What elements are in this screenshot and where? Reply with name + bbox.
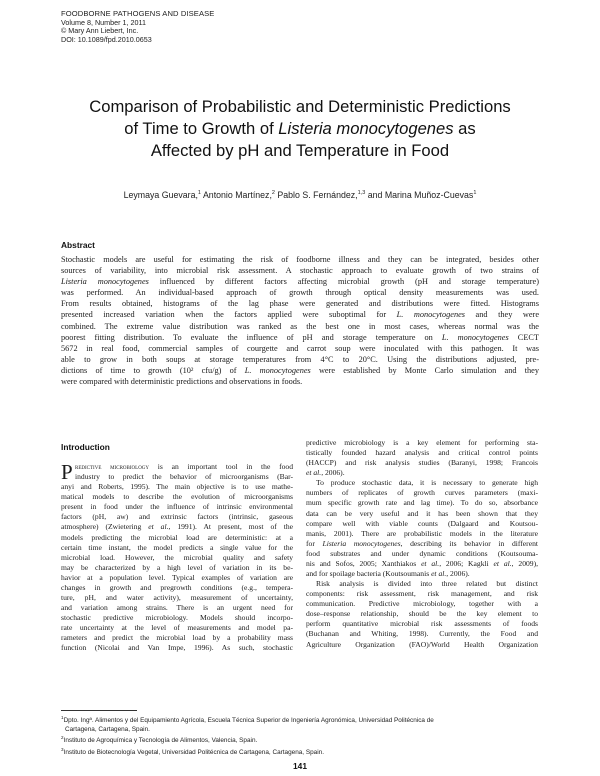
- body-text: et al.: [431, 569, 447, 579]
- body-line: (HACCP) and risk analysis studies (Baranyi, 1998; Francois: [306, 458, 538, 468]
- abstract-line: were compared with deterministic predictions and observations in foods.: [61, 377, 303, 387]
- affiliation-footnotes: [61, 714, 539, 757]
- abstract-line: was performed. An individual-based approach of growth through optical density measurements was used.: [61, 288, 539, 298]
- journal-name: FOODBORNE PATHOGENS AND DISEASE: [61, 9, 215, 18]
- body-line: and variation among strains. There is an urgent need for: [61, 603, 293, 613]
- body-line: stochastic predictive microbiology. Models should incorpo-: [61, 613, 293, 623]
- body-line: mum specific growth rate and lag time). To do so, absorbance: [306, 498, 538, 508]
- abstract-text: CECT: [508, 332, 539, 342]
- body-text: atmosphere) (Zwietering: [61, 522, 149, 532]
- body-line: rameters and predict the microbial load by a probability mass: [61, 633, 293, 643]
- author-name: Pablo S. Fernández,: [274, 190, 358, 200]
- body-line: certain time instant, the model predicts a single value for the: [61, 542, 293, 552]
- title-species: Listeria monocytogenes: [278, 119, 454, 138]
- abstract-text: influenced by different factors affecting microbial growth (pH and storage temperature): [148, 277, 539, 287]
- body-text: for: [306, 538, 323, 548]
- body-text: et al.: [493, 558, 512, 568]
- body-line: components: risk assessment, risk management, and risk: [306, 589, 538, 599]
- title-text: as: [453, 119, 476, 138]
- body-line: tistically founded hazard analysis and critical control points: [306, 448, 538, 458]
- author-affiliation: 1,3: [357, 190, 366, 196]
- title-line-2: [40, 118, 560, 140]
- abstract-line: From results obtained, histograms of the lag phase were generated and distributions were fitted. Histograms: [61, 299, 539, 309]
- body-text: et al.: [306, 468, 322, 478]
- abstract-line: combined. The extreme value distribution was ranked as the best one in most cases, whereas normal was the: [61, 321, 539, 331]
- abstract-line: able to grow in both soups at storage temperatures from 4°C to 20°C. Using the distributions adjusted, pre-: [61, 354, 539, 364]
- body-line: present in food under the influence of intrinsic environmental: [61, 502, 293, 512]
- species-name: L. monocytogenes: [441, 332, 509, 342]
- footnote-text: Instituto de Biotecnología Vegetal, Universidad Politécnica de Cartagena, Cartagena, Spain.: [63, 748, 324, 756]
- body-line: Risk analysis is divided into three related but distinct: [316, 579, 538, 589]
- abstract-line: [61, 332, 539, 343]
- body-line: [306, 559, 538, 569]
- body-text: nis and Sofos, 2005; Xanthiakos: [306, 558, 422, 568]
- body-text: , 2006; Kagkli: [439, 558, 494, 568]
- author-name: and Marina Muñoz-Cuevas: [365, 190, 474, 200]
- page-number: 141: [293, 761, 307, 771]
- footnote-marker: 2: [61, 735, 64, 740]
- footnote-marker: 3: [61, 746, 64, 752]
- body-line: factors (pH, aw) and extrinsic factors (intrinsic, gaseous: [61, 512, 293, 522]
- journal-copyright: © Mary Ann Liebert, Inc.: [61, 26, 139, 36]
- abstract-text: dictions of time to growth (10² cfu/g) of: [61, 365, 245, 375]
- body-text: , 2009),: [511, 558, 538, 568]
- body-line: numbers of replicates of growth curves parameters (maxi-: [306, 488, 538, 498]
- body-line: (Buchanan and Whiting, 1998). Currently, the Food and: [306, 629, 538, 639]
- footnote-line: [61, 734, 539, 746]
- journal-volume: Volume 8, Number 1, 2011: [61, 17, 146, 27]
- abstract-line: [61, 276, 539, 287]
- body-text: et al.: [148, 522, 169, 532]
- body-line: [61, 462, 293, 472]
- abstract-heading: Abstract: [61, 240, 95, 250]
- body-text: , describing its behavior in different: [400, 538, 538, 548]
- author-affiliation: 2: [271, 190, 275, 196]
- body-text: , 2006).: [446, 569, 470, 579]
- body-line: [61, 522, 293, 532]
- author-affiliation: 1: [473, 190, 477, 196]
- author-list: [40, 190, 560, 200]
- body-line: Agriculture Organization (FAO)/World Health Organization: [306, 639, 538, 649]
- body-line: industry to predict the behavior of microorganisms (Bar-: [75, 472, 293, 482]
- title-line-3: Affected by pH and Temperature in Food: [150, 141, 450, 160]
- body-line: predictive microbiology is a key element for performing sta-: [306, 438, 538, 447]
- footnote-line: [61, 746, 539, 758]
- footnote-marker: 1: [61, 715, 64, 720]
- body-line: food substrates and under dynamic conditions (Koutsouma-: [306, 548, 538, 558]
- abstract-text: poorest fitting distribution. To evaluate the influence of pH and storage temperature on: [61, 332, 442, 342]
- author-name: Leymaya Guevara,: [123, 190, 198, 200]
- journal-header: [61, 10, 214, 44]
- species-name: L. monocytogenes: [244, 365, 311, 375]
- body-line: ture, pH, and water activity), measurement of uncertainty,: [61, 593, 293, 603]
- drop-cap: P: [61, 460, 73, 484]
- abstract-body: [61, 254, 539, 387]
- body-line: matical models to describe the evolution of microorganisms: [61, 492, 293, 502]
- footnote-line: Cartagena, Cartagena, Spain.: [65, 725, 150, 733]
- body-line: may be characterized by a high level of variation in its be-: [61, 562, 293, 572]
- body-line: changes in growth and pregrowth conditions (e.g., tempera-: [61, 582, 293, 592]
- intro-column-left: [61, 462, 293, 653]
- footnote-line: [61, 714, 539, 726]
- footnote-text: Instituto de Agroquímica y Tecnología de Alimentos, Valencia, Spain.: [63, 737, 258, 744]
- body-line: [306, 468, 538, 478]
- body-line: manis, 2001). There are probabilistic models in the literature: [306, 528, 538, 538]
- body-text: et al.: [421, 558, 440, 568]
- introduction-heading: Introduction: [61, 442, 110, 452]
- journal-doi: DOI: 10.1089/fpd.2010.0653: [61, 34, 152, 44]
- abstract-text: presented increased variation when the factors applied were suboptimal for: [61, 310, 397, 320]
- body-text: and for spoilage bacteria (Koutsoumanis: [306, 569, 432, 579]
- author-affiliation: 1: [197, 190, 201, 196]
- body-line: [306, 569, 538, 579]
- body-line: To produce stochastic data, it is necessary to generate high: [316, 478, 538, 488]
- body-text: is an important tool in the food: [149, 462, 293, 471]
- body-line: havior at a population level. Typical examples of variation are: [61, 572, 293, 582]
- body-line: dose–response relationship, should be the key element to: [306, 609, 538, 619]
- footnote-divider: [61, 710, 137, 711]
- abstract-line: [61, 309, 539, 320]
- abstract-line: 5672 in real food, commercial samples of courgette and carrot soup were inoculated with this pathogen. It was: [61, 343, 539, 353]
- title-line-1: Comparison of Probabilistic and Deterministic Predictions: [89, 97, 511, 116]
- body-text: , 1991). At present, most of the: [168, 522, 293, 532]
- body-text: , 2006).: [321, 468, 345, 478]
- species-name: Listeria monocytogenes: [322, 538, 401, 548]
- body-line: compare well with viable counts (Dalgaard and Koutsou-: [306, 518, 538, 528]
- article-title: [40, 96, 560, 162]
- abstract-line: [61, 365, 539, 376]
- species-name: L. monocytogenes: [396, 310, 466, 320]
- body-line: communication. Predictive microbiology, together with a: [306, 599, 538, 609]
- abstract-text: were established by Monte Carlo simulation and they: [310, 365, 539, 375]
- abstract-text: and they were: [465, 310, 539, 320]
- lead-in-text: redictive microbiology: [75, 462, 150, 471]
- body-line: [306, 539, 538, 549]
- abstract-line: Stochastic models are useful for estimating the risk of foodborne illness and they can be integrated, besides other: [61, 255, 539, 264]
- intro-column-right: [306, 438, 538, 650]
- title-text: of Time to Growth of: [124, 119, 279, 138]
- body-line: anyi and Roberts, 1995). The main objective is to use mathe-: [61, 482, 293, 492]
- abstract-line: sources of variability, into microbial risk assessment. A stochastic approach to evaluate growth of two strains of: [61, 266, 539, 276]
- footnote-text: Dpto. Ingª. Alimentos y del Equipamiento Agrícola, Escuela Técnica Superior de Ingeniería Agronómica, Universidad Politécnica de: [63, 717, 434, 724]
- species-name: Listeria monocytogenes: [61, 277, 149, 287]
- body-line: perform quantitative microbial risk assessments of foods: [306, 619, 538, 629]
- body-line: data can be very useful and it has been shown that they: [306, 508, 538, 518]
- author-name: Antonio Martínez,: [200, 190, 272, 200]
- body-line: function (Nicolai and Van Impe, 1996). As such, stochastic: [61, 643, 293, 653]
- body-line: rate uncertainty at the level of measurements and model pa-: [61, 623, 293, 633]
- body-line: models predicting the microbial load are deterministic: at a: [61, 532, 293, 542]
- body-line: microbial load. However, the microbial quality and safety: [61, 552, 293, 562]
